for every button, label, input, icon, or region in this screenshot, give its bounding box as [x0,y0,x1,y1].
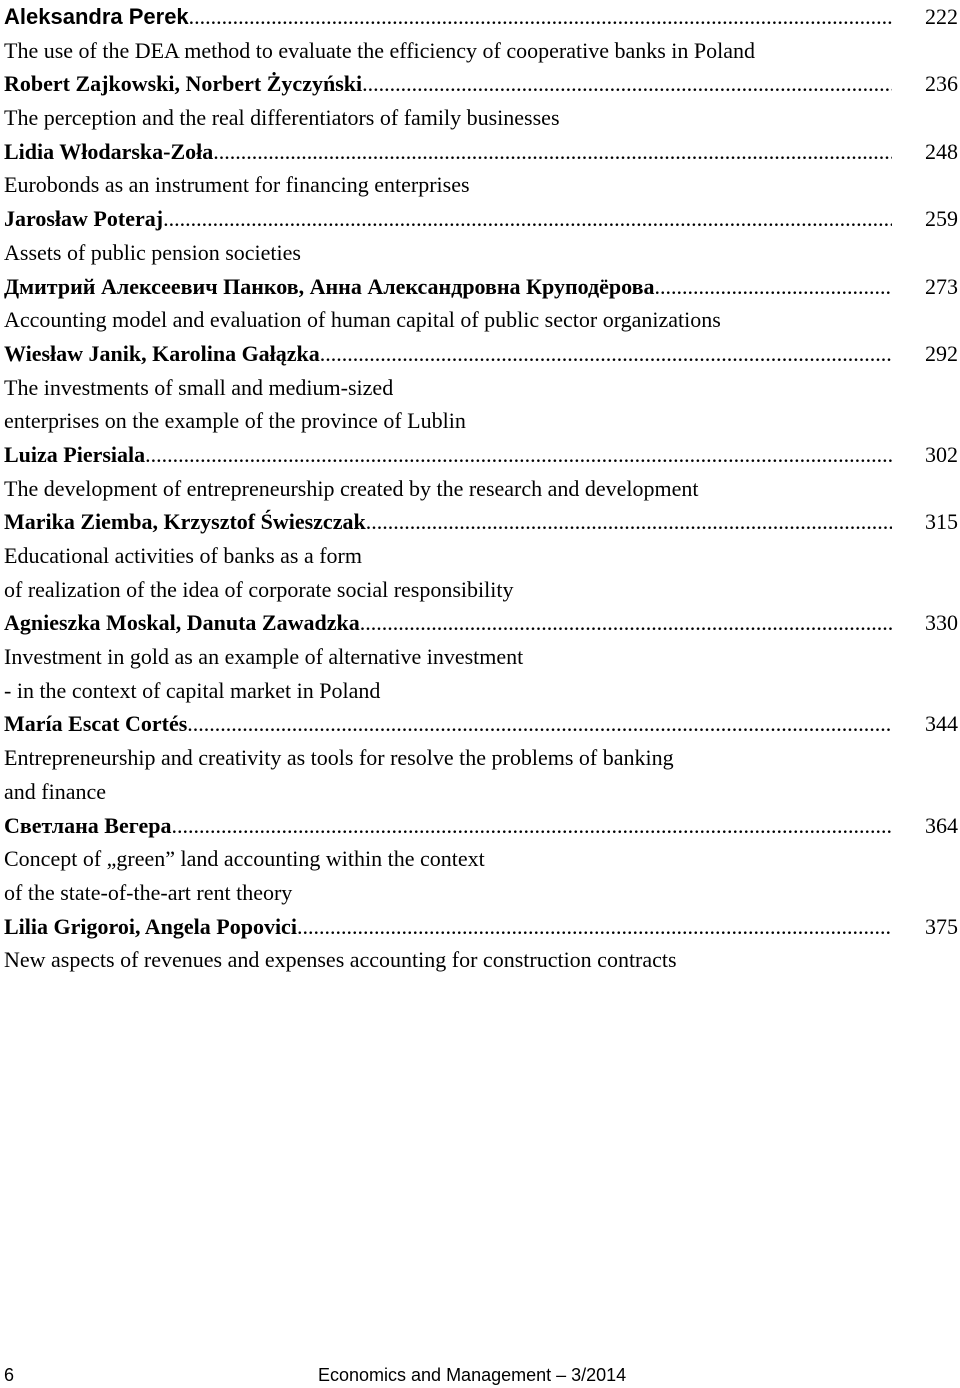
toc-author-line [4,0,958,34]
toc-title: Accounting model and evaluation of human capital of public sector organizations [4,307,721,333]
toc-authors: Wiesław Janik, Karolina Gałązka [4,340,320,366]
toc-authors: Lilia Grigoroi, Angela Popovici [4,913,297,939]
toc-title: and finance [4,778,106,804]
toc-entry [4,337,958,438]
toc-entry [4,707,958,808]
toc-page-number: 315 [925,509,958,535]
toc-authors: Agnieszka Moskal, Danuta Zawadzka [4,610,360,636]
toc-title: of the state-of-the-art rent theory [4,879,293,905]
toc-leader-dots [189,0,892,34]
toc-author-line [4,505,958,539]
toc-page-number: 292 [925,340,958,366]
toc-leader-dots [654,270,892,304]
toc-page-number: 375 [925,913,958,939]
toc-entry [4,910,958,977]
toc-title: Educational activities of banks as a form [4,543,362,568]
footer-page-number: 6 [4,1365,15,1385]
table-of-contents [4,0,958,977]
toc-page-number: 344 [925,711,958,737]
toc-title: - in the context of capital market in Poland [4,677,381,703]
toc-entry [4,135,958,202]
toc-leader-dots [320,337,892,371]
toc-title: The development of entrepreneurship created by the research and development [4,475,699,501]
toc-entry [4,67,958,134]
toc-title: Entrepreneurship and creativity as tools for resolve the problems of banking [4,745,674,771]
toc-title: The investments of small and medium-sized [4,374,394,400]
toc-leader-dots [145,438,892,472]
toc-leader-dots [213,135,892,169]
toc-title: of realization of the idea of corporate social responsibility [4,576,514,602]
toc-author-line [4,202,958,236]
toc-leader-dots [187,707,892,741]
footer-journal-title: Economics and Management – 3/2014 [318,1365,627,1385]
toc-author-line [4,67,958,101]
toc-title: Investment in gold as an example of alternative investment [4,644,524,670]
toc-page-number: 259 [925,206,958,232]
toc-entry [4,809,958,910]
toc-title: Assets of public pension societies [4,239,301,265]
toc-entry [4,202,958,269]
toc-leader-dots [171,809,892,843]
toc-leader-dots [366,505,892,539]
toc-title: enterprises on the example of the province of Lublin [4,408,466,434]
toc-authors: Luiza Piersiala [4,441,146,467]
toc-title: Eurobonds as an instrument for financing enterprises [4,172,470,198]
toc-entry [4,270,958,337]
toc-author-line [4,337,958,371]
toc-title: New aspects of revenues and expenses accounting for construction contracts [4,947,677,973]
toc-entry [4,0,958,67]
toc-author-line [4,809,958,843]
toc-author-line [4,438,958,472]
toc-page-number: 248 [925,138,958,164]
toc-leader-dots [163,202,892,236]
toc-authors: Aleksandra Perek [4,4,189,29]
toc-leader-dots [360,606,892,640]
toc-page-number: 330 [925,610,958,636]
toc-entry [4,606,958,707]
toc-leader-dots [297,910,892,944]
toc-authors: Светлана Вегера [4,812,172,838]
page-footer [4,1362,904,1388]
toc-authors: María Escat Cortés [4,711,188,737]
toc-authors: Robert Zajkowski, Norbert Życzyński [4,71,363,97]
toc-page-number: 236 [925,71,958,97]
toc-title: The use of the DEA method to evaluate the efficiency of cooperative banks in Poland [4,37,756,63]
toc-page-number: 273 [925,273,958,299]
toc-entry [4,505,958,606]
toc-leader-dots [362,67,892,101]
toc-authors: Lidia Włodarska-Zoła [4,138,214,164]
toc-author-line [4,606,958,640]
toc-title: Concept of „green” land accounting within the context [4,846,485,872]
toc-page-number: 222 [925,4,958,29]
toc-author-line [4,270,958,304]
toc-authors: Jarosław Poteraj [4,206,164,232]
toc-entry [4,438,958,505]
toc-page-number: 302 [925,441,958,467]
toc-authors: Marika Ziemba, Krzysztof Świeszczak [4,509,366,535]
toc-authors: Дмитрий Алексеевич Панков, Анна Александровна Круподёрова [4,273,655,299]
toc-title: The perception and the real differentiators of family businesses [4,105,560,131]
toc-author-line [4,707,958,741]
toc-author-line [4,135,958,169]
toc-author-line [4,910,958,944]
toc-page-number: 364 [925,812,958,838]
